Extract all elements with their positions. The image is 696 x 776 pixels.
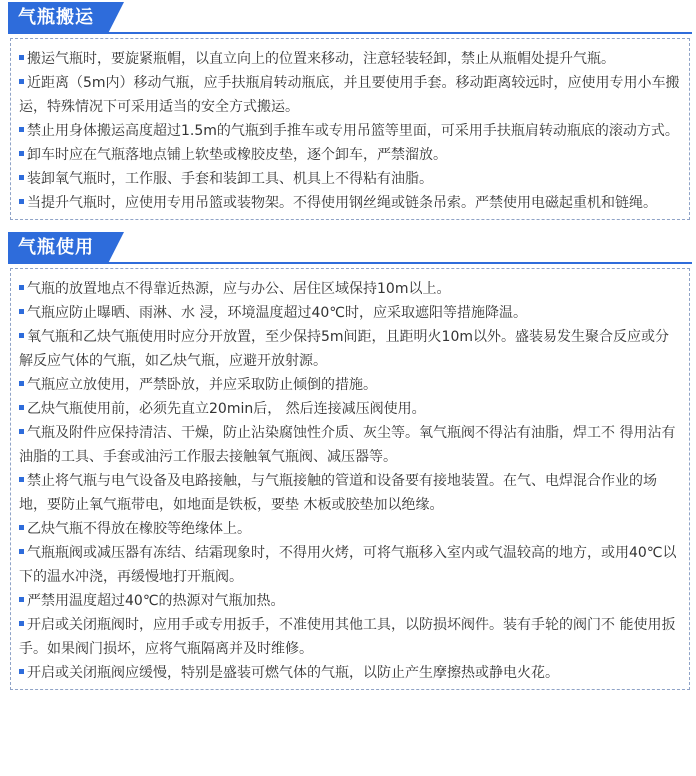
list-item [19,191,681,215]
square-bullet-icon [19,333,24,338]
square-bullet-icon [19,127,24,132]
section-title: 气瓶使用 [18,237,94,258]
square-bullet-icon [19,79,24,84]
list-item [19,661,681,685]
item-text: 气瓶的放置地点不得靠近热源，应与办公、居住区域保持10m以上。 [27,281,451,297]
square-bullet-icon [19,669,24,674]
header-rule [8,262,692,264]
item-text: 气瓶应防止曝晒、雨淋、水 浸，环境温度超过40℃时，应采取遮阳等措施降温。 [27,305,527,321]
item-text: 当提升气瓶时，应使用专用吊篮或装物架。不得使用钢丝绳或链条吊索。严禁使用电磁起重机和链绳。 [27,195,657,211]
item-text: 乙炔气瓶不得放在橡胶等绝缘体上。 [27,521,251,537]
list-item [19,119,681,143]
content-box [10,38,690,220]
item-text: 开启或关闭瓶阀时，应用手或专用扳手，不准使用其他工具，以防损坏阀件。装有手轮的阀门不 能使用扳手。如果阀门损坏，应将气瓶隔离并及时维修。 [19,617,676,657]
item-text: 氧气瓶和乙炔气瓶使用时应分开放置，至少保持5m间距，且距明火10m以外。盛装易发生聚合反应或分解反应气体的气瓶，如乙炔气瓶，应避开放射源。 [19,329,669,369]
square-bullet-icon [19,477,24,482]
list-item [19,325,681,373]
list-item [19,167,681,191]
square-bullet-icon [19,597,24,602]
list-item [19,71,681,119]
item-text: 装卸氧气瓶时，工作服、手套和装卸工具、机具上不得粘有油脂。 [27,171,433,187]
item-text: 气瓶及附件应保持清洁、干燥，防止沾染腐蚀性介质、灰尘等。氧气瓶阀不得沾有油脂，焊工不 得用沾有油脂的工具、手套或油污工作服去接触氧气瓶阀、减压器等。 [19,425,676,465]
list-item [19,541,681,589]
item-text: 禁止将气瓶与电气设备及电路接触，与气瓶接触的管道和设备要有接地装置。在气、电焊混合作业的场地，要防止氧气瓶带电，如地面是铁板，要垫 木板或胶垫加以绝缘。 [19,473,657,513]
item-text: 搬运气瓶时，要旋紧瓶帽，以直立向上的位置来移动，注意轻装轻卸，禁止从瓶帽处提升气瓶。 [27,51,615,67]
square-bullet-icon [19,525,24,530]
square-bullet-icon [19,381,24,386]
item-text: 严禁用温度超过40℃的热源对气瓶加热。 [27,593,285,609]
item-text: 开启或关闭瓶阀应缓慢，特别是盛装可燃气体的气瓶，以防止产生摩擦热或静电火花。 [27,665,559,681]
list-item [19,373,681,397]
item-text: 乙炔气瓶使用前，必须先直立20min后， 然后连接减压阀使用。 [27,401,426,417]
square-bullet-icon [19,621,24,626]
list-item [19,589,681,613]
square-bullet-icon [19,549,24,554]
list-item [19,421,681,469]
list-item [19,143,681,167]
section-usage [0,230,696,690]
square-bullet-icon [19,199,24,204]
list-item [19,613,681,661]
item-text: 气瓶应立放使用，严禁卧放，并应采取防止倾倒的措施。 [27,377,377,393]
section-title: 气瓶搬运 [18,7,94,28]
list-item [19,469,681,517]
header-rule [8,32,692,34]
section-header [0,230,696,264]
square-bullet-icon [19,309,24,314]
square-bullet-icon [19,429,24,434]
section-transport [0,0,696,220]
square-bullet-icon [19,285,24,290]
square-bullet-icon [19,151,24,156]
list-item [19,301,681,325]
list-item [19,517,681,541]
square-bullet-icon [19,55,24,60]
content-box [10,268,690,690]
square-bullet-icon [19,405,24,410]
item-text: 卸车时应在气瓶落地点铺上软垫或橡胶皮垫，逐个卸车，严禁溜放。 [27,147,447,163]
item-text: 禁止用身体搬运高度超过1.5m的气瓶到手推车或专用吊篮等里面，可采用手扶瓶肩转动瓶底的滚动方式。 [27,123,679,139]
list-item [19,277,681,301]
item-text: 气瓶瓶阀或减压器有冻结、结霜现象时，不得用火烤，可将气瓶移入室内或气温较高的地方，或用40℃以下的温水冲浇，再缓慢地打开瓶阀。 [19,545,677,585]
section-header [0,0,696,34]
list-item [19,397,681,421]
list-item [19,47,681,71]
item-text: 近距离（5m内）移动气瓶，应手扶瓶肩转动瓶底，并且要使用手套。移动距离较远时，应使用专用小车搬运，特殊情况下可采用适当的安全方式搬运。 [19,75,680,115]
square-bullet-icon [19,175,24,180]
